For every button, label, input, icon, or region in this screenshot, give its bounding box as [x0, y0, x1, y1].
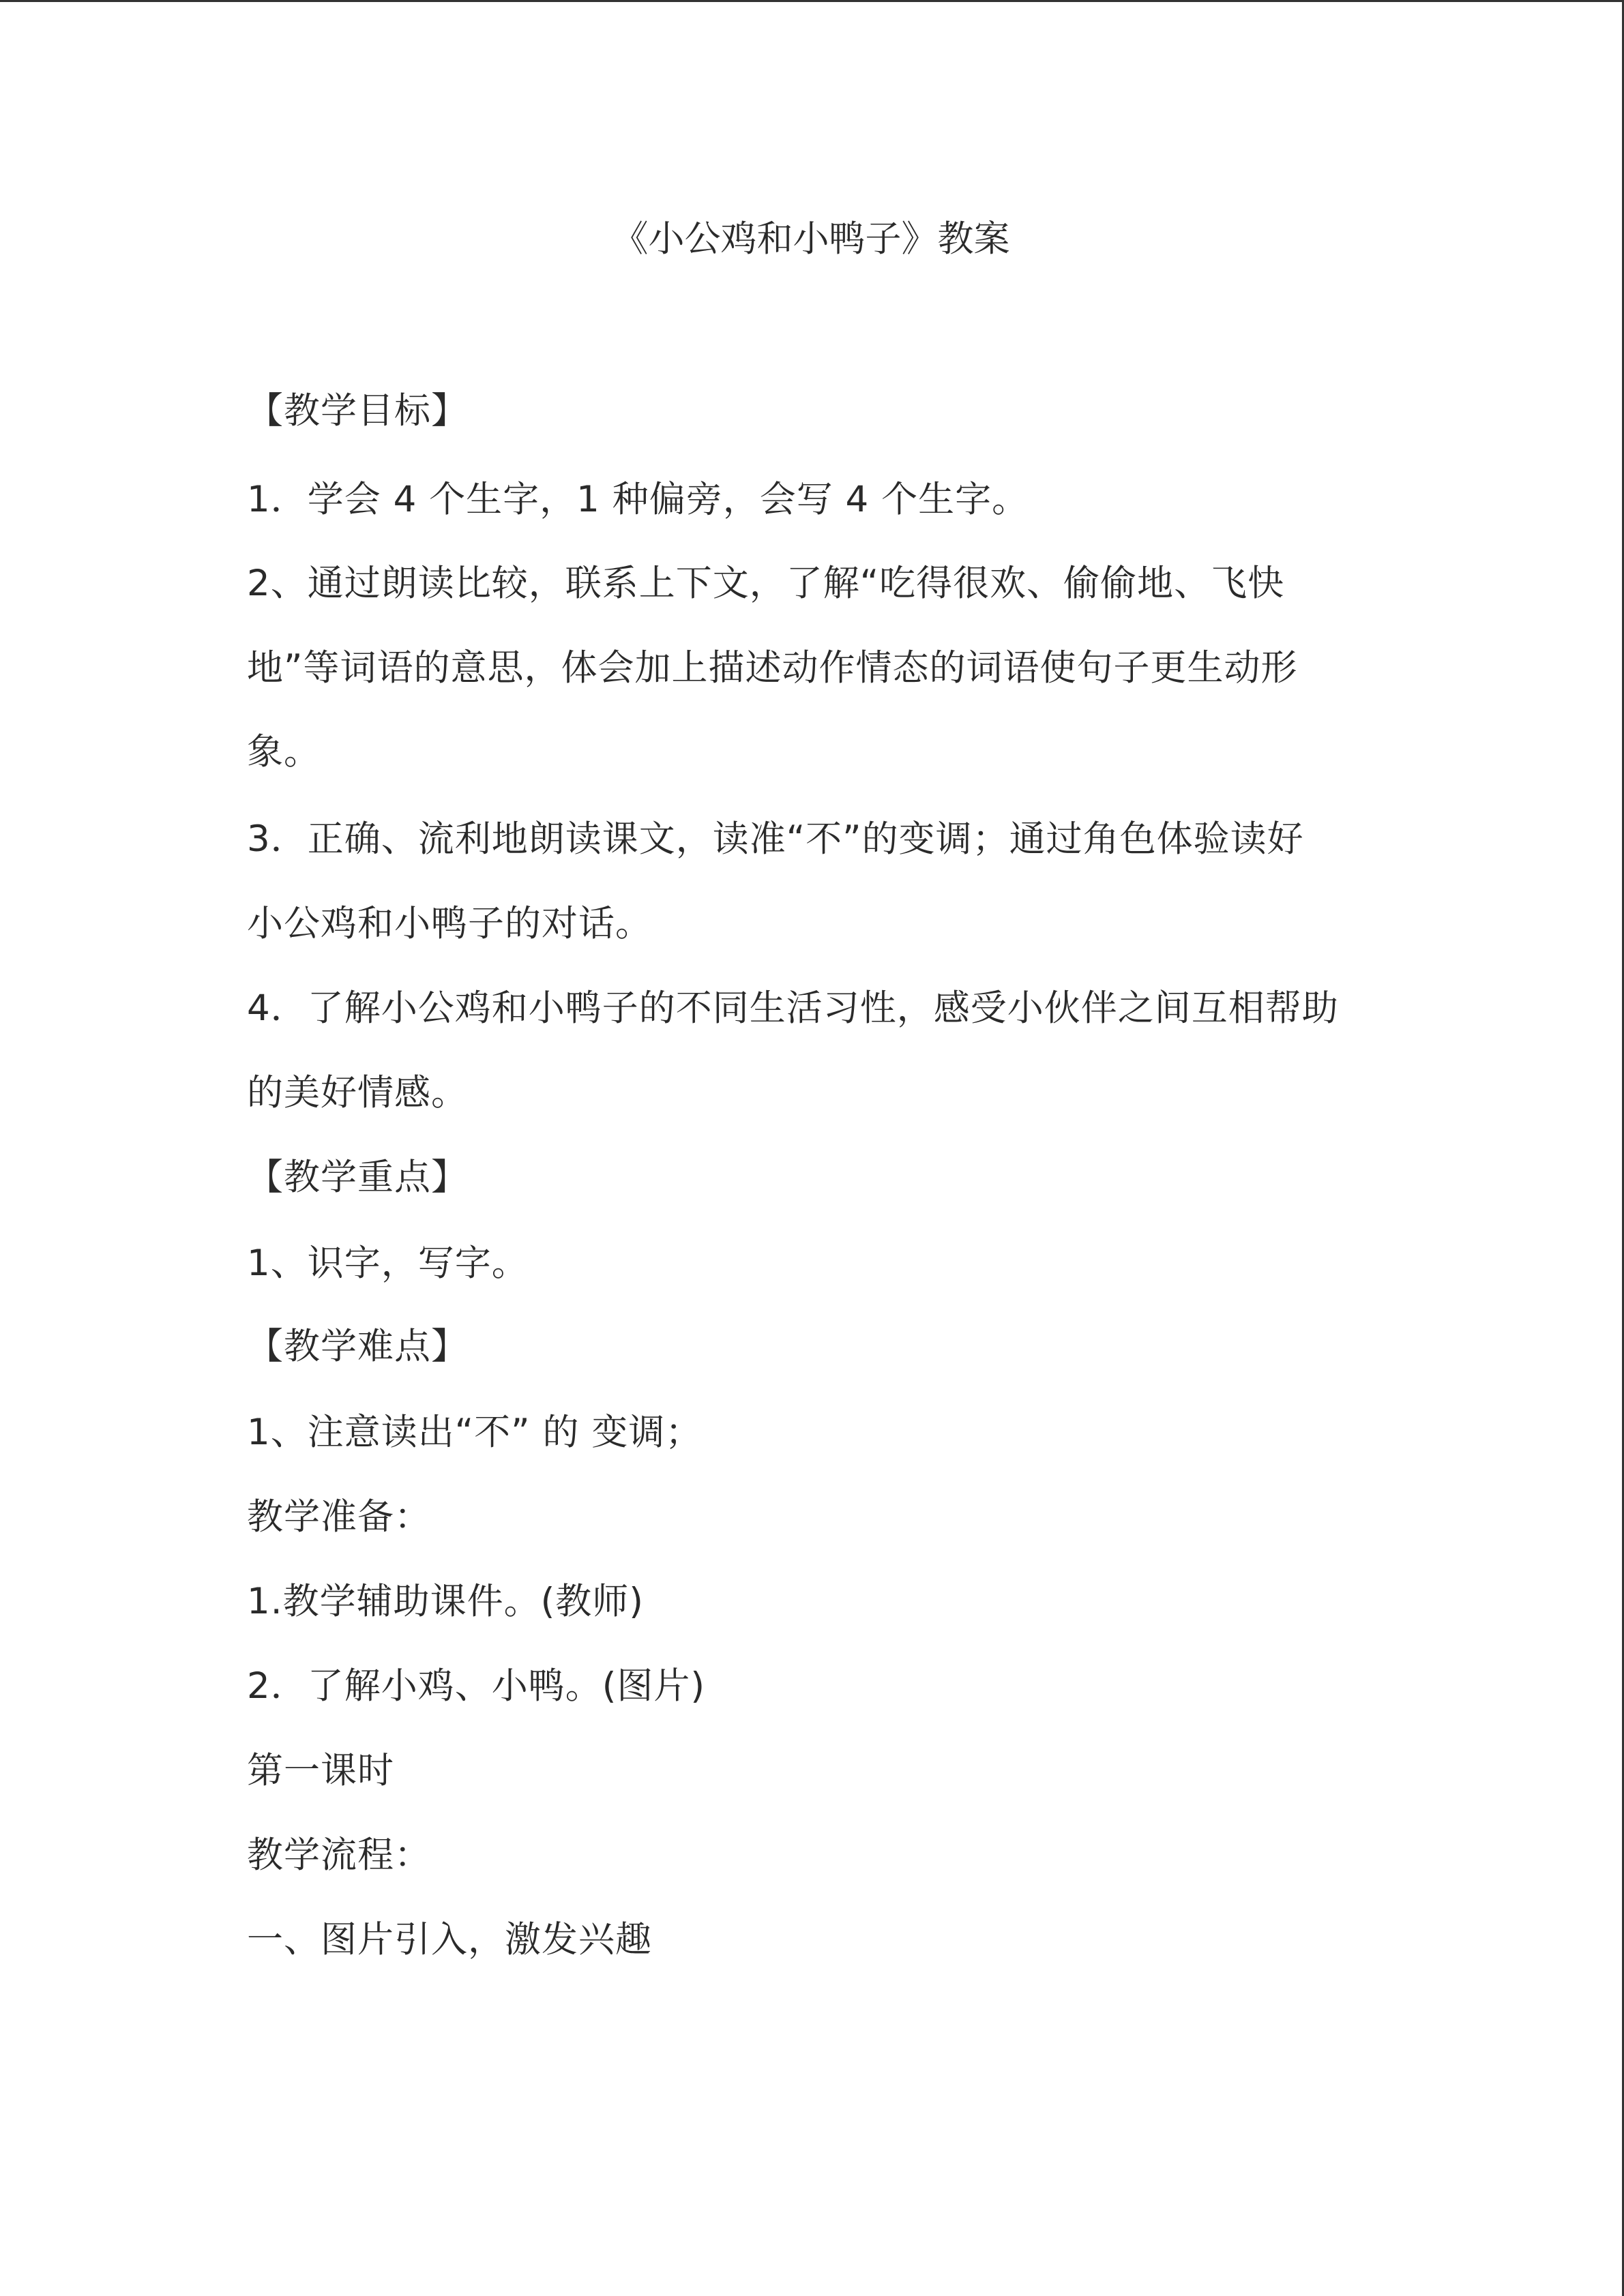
- document-title: 《小公鸡和小鸭子》教案: [612, 218, 1010, 260]
- preparation-item-2: 2．了解小鸡、小鸭。(图片): [247, 1665, 706, 1707]
- teaching-process-heading: 教学流程：: [247, 1834, 431, 1876]
- process-step-1: 一、图片引入，激发兴趣: [247, 1919, 652, 1960]
- section-heading-preparation: 教学准备：: [247, 1496, 431, 1538]
- lesson-period-heading: 第一课时: [247, 1750, 394, 1791]
- objective-item-3-line-1: 3．正确、流利地朗读课文，读准“不”的变调；通过角色体验读好: [247, 818, 1304, 860]
- difficulty-item-1: 1、注意读出“不” 的 变调；: [247, 1412, 703, 1453]
- objective-item-4-line-2: 的美好情感。: [247, 1072, 468, 1114]
- objective-item-3-line-2: 小公鸡和小鸭子的对话。: [247, 903, 652, 944]
- preparation-item-1: 1.教学辅助课件。(教师): [247, 1581, 644, 1622]
- objective-item-2-line-1: 2、通过朗读比较，联系上下文，了解“吃得很欢、偷偷地、飞快: [247, 563, 1285, 604]
- key-point-item-1: 1、识字，写字。: [247, 1242, 529, 1284]
- section-heading-objectives: 【教学目标】: [247, 390, 468, 432]
- section-heading-difficulties: 【教学难点】: [247, 1326, 468, 1367]
- section-heading-key-points: 【教学重点】: [247, 1157, 468, 1198]
- objective-item-4-line-1: 4．了解小公鸡和小鸭子的不同生活习性，感受小伙伴之间互相帮助: [247, 987, 1339, 1029]
- objective-item-2-line-2: 地”等词语的意思，体会加上描述动作情态的词语使句子更生动形: [247, 647, 1298, 689]
- objective-item-2-line-3: 象。: [247, 731, 321, 773]
- objective-item-1: 1．学会 4 个生字，1 种偏旁，会写 4 个生字。: [247, 479, 1029, 520]
